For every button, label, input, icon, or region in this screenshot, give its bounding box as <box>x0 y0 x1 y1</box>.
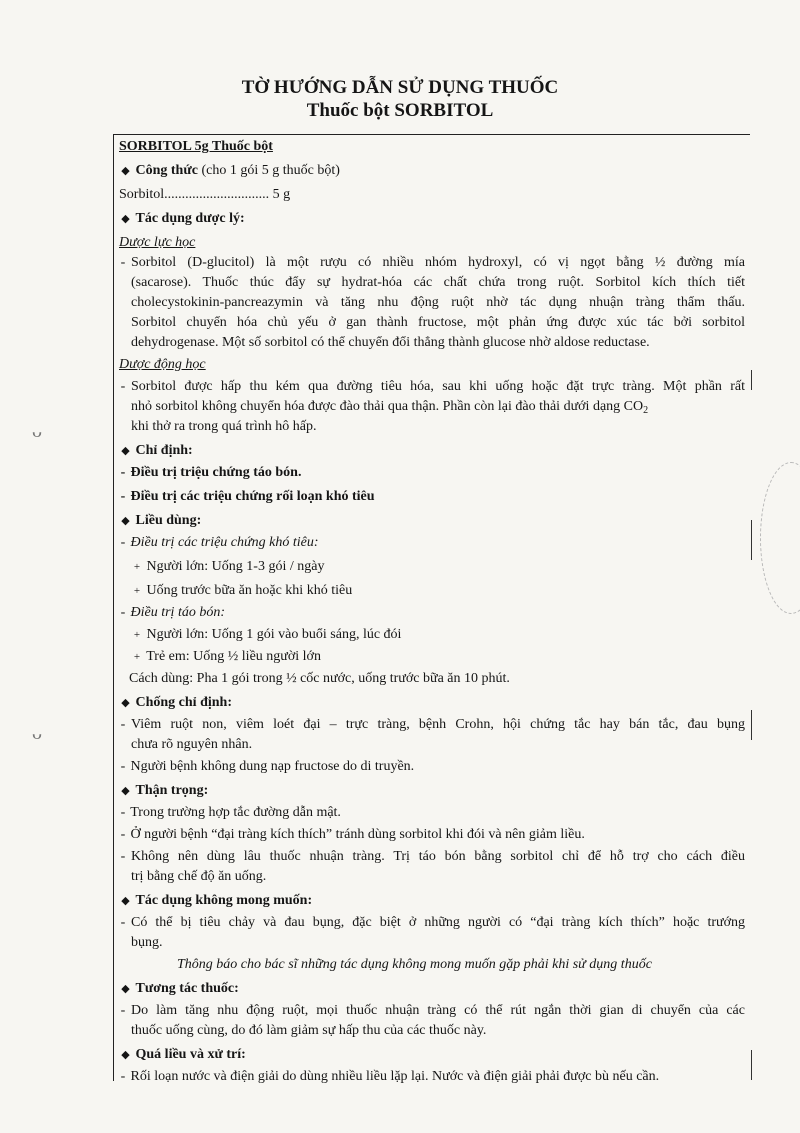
kmm-item-1-l1: Có thể bị tiêu chảy và đau bụng, đặc biệt ở những người có “đại tràng kích thích” hoặc trướng <box>131 915 745 930</box>
tac-dung-row <box>119 209 245 229</box>
ddh-line-3: khi thở ra trong quá trình hô hấp. <box>131 419 317 434</box>
dlh-line-5: dehydrogenase. Một số sorbitol có thể chuyển đổi thẳng thành glucose nhờ aldose reductase. <box>131 335 650 350</box>
diamond-bullet-icon: ◆ <box>121 165 130 177</box>
lieu-dung-row: ◆ Liều dùng: <box>119 511 201 531</box>
lieu-dung-g1-item-2: + Uống trước bữa ăn hoặc khi khó tiêu <box>131 581 352 601</box>
stamp-fragment <box>760 462 800 614</box>
lieu-dung-g2-item-1: + Người lớn: Uống 1 gói vào buổi sáng, lúc đói <box>131 625 401 645</box>
tt-item-2: - Ở người bệnh “đại tràng kích thích” tránh dùng sorbitol khi đói và nên giảm liều. <box>120 827 585 842</box>
chi-dinh-row: ◆ Chỉ định: <box>119 441 193 461</box>
cach-dung: Cách dùng: Pha 1 gói trong ½ cốc nước, uống trước bữa ăn 10 phút. <box>129 671 510 686</box>
chi-dinh-item-1: - Điều trị triệu chứng táo bón. <box>120 465 302 480</box>
margin-mark: ᴗ <box>32 420 42 442</box>
title-line-2: Thuốc bột SORBITOL <box>306 100 494 121</box>
diamond-bullet-icon: ◆ <box>121 697 130 709</box>
dlh-line-3: cholecystokinin-pancreazymin và tăng nhu động ruột nhờ tác dụng nhuận tràng thẩm thấu. <box>131 295 745 310</box>
plus-bullet-icon: + <box>133 561 141 573</box>
plus-bullet-icon: + <box>133 585 141 597</box>
margin-mark: ᴗ <box>32 722 42 744</box>
ccd-item-1-l2: chưa rõ nguyên nhân. <box>131 737 253 752</box>
ql-item-1: - Rối loạn nước và điện giải do dùng nhiều liều lặp lại. Nước và điện giải phải được bù nếu cần. <box>120 1069 660 1084</box>
diamond-bullet-icon: ◆ <box>121 213 130 225</box>
cong-thuc-row <box>119 161 340 181</box>
tac-dung-label: Tác dụng dược lý: <box>135 211 245 226</box>
ddh-line-2: nhỏ sorbitol không chuyển hóa được đào thải qua thận. Phần còn lại đào thải dưới dạng $CO_2$ <box>131 399 649 416</box>
product-heading: SORBITOL 5g Thuốc bột <box>119 139 273 154</box>
tt-item-1: - Trong trường hợp tắc đường dẫn mật. <box>120 805 341 820</box>
lieu-dung-g1-item-1: + Người lớn: Uống 1-3 gói / ngày <box>131 557 324 577</box>
dlh-line-4: Sorbitol chuyển hóa chủ yếu ở gan thành fructose, một phản ứng được xúc tác bởi sorbitol <box>131 315 745 330</box>
plus-bullet-icon: + <box>133 629 141 641</box>
tt-thuoc-l1: Do làm tăng nhu động ruột, mọi thuốc nhuận tràng có thể rút ngắn thời gian di chuyển của các <box>131 1003 745 1018</box>
tt-thuoc-l2: thuốc uống cùng, do đó làm giảm sự hấp thu của các thuốc này. <box>131 1023 487 1038</box>
than-trong-row: ◆ Thận trọng: <box>119 781 208 801</box>
tuong-tac-row: ◆ Tương tác thuốc: <box>119 979 239 999</box>
diamond-bullet-icon: ◆ <box>121 445 130 457</box>
page-title <box>0 76 800 122</box>
diamond-bullet-icon: ◆ <box>121 785 130 797</box>
diamond-bullet-icon: ◆ <box>121 1049 130 1061</box>
lieu-dung-group-2: - Điều trị táo bón: <box>120 605 225 620</box>
kmm-item-1-l2: bụng. <box>131 935 163 950</box>
khong-mong-muon-row: ◆ Tác dụng không mong muốn: <box>119 891 312 911</box>
dlh-line-2: (sacarose). Thuốc thúc đẩy sự hydrat-hóa các chất chứa trong ruột. Sorbitol kích thích tiết <box>131 275 745 290</box>
diamond-bullet-icon: ◆ <box>121 515 130 527</box>
content-box: SORBITOL 5g Thuốc bột ◆ Công thức (cho 1 gói 5 g thuốc bột) Sorbitol.............................. 5 g ◆ Tác dụng dược lý: Dược lực học - Sorbitol (D-glucitol) là một rượu có nhiều nhóm hydroxyl, có vị ngọt bằng ½ đường mía (sacarose). Thuốc thúc đẩy sự hydrat-hóa các chất chứa trong ruột. Sorbitol kích thích tiết cholecystokinin-pancreazymin và tăng nhu động ruột nhờ tác dụng nhuận tràng thẩm thấu. Sorbitol chuyển hóa chủ yếu ở gan thành fructose, một phản ứng được xúc tác bởi sorbitol dehydrogenase. Một số sorbitol có thể chuyển đổi thẳng thành glucose nhờ aldose reductase. Dược động học - Sorbitol được hấp thu kém qua đường tiêu hóa, sau khi uống hoặc đặt trực tràng. Một phần rất nhỏ sorbitol không chuyển hóa được đào thải qua thận. Phần còn lại đào thải dưới dạng $CO_2$ khi thở ra trong quá trình hô hấp. ◆ Chỉ định: - Điều trị triệu chứng táo bón. - Điều trị các triệu chứng rối loạn khó tiêu ◆ Liều dùng: - Điều trị các triệu chứng khó tiêu: + Người lớn: Uống 1-3 gói / ngày + Uống trước bữa ăn hoặc khi khó tiêu - Điều trị táo bón: + Người lớn: Uống 1 gói vào buổi sáng, lúc đói + Trẻ em: Uống ½ liều người lớn Cách dùng: Pha 1 gói trong ½ cốc nước, uống trước bữa ăn 10 phút. ◆ Chống chỉ định: - Viêm ruột non, viêm loét đại – trực tràng, bệnh Crohn, hội chứng tắc hay bán tắc, đau bụng chưa rõ nguyên nhân. - Người bệnh không dung nạp fructose do di truyền. ◆ Thận trọng: - Trong trường hợp tắc đường dẫn mật. - Ở người bệnh “đại tràng kích thích” tránh dùng sorbitol khi đói và nên giảm liều. - Không nên dùng lâu thuốc nhuận tràng. Trị táo bón bằng sorbitol chỉ để hỗ trợ cho cách điều trị bằng chế độ ăn uống. ◆ Tác dụng không mong muốn: - Có thể bị tiêu chảy và đau bụng, đặc biệt ở những người có “đại tràng kích thích” hoặc trướng bụng. Thông báo cho bác sĩ những tác dụng không mong muốn gặp phải khi sử dụng thuốc ◆ Tương tác thuốc: - Do làm tăng nhu động ruột, mọi thuốc nhuận tràng có thể rút ngắn thời gian di chuyển của các thuốc uống cùng, do đó làm giảm sự hấp thu của các thuốc này. ◆ Quá liều và xử trí: - Rối loạn nước và điện giải do dùng nhiều liều lặp lại. Nước và điện giải phải được bù nếu cần. <box>113 134 750 1081</box>
tt-item-3-l1: Không nên dùng lâu thuốc nhuận tràng. Trị táo bón bằng sorbitol chỉ để hỗ trợ cho cách điều <box>131 849 745 864</box>
ccd-item-2: - Người bệnh không dung nạp fructose do di truyền. <box>120 759 415 774</box>
dlh-line-1: Sorbitol (D-glucitol) là một rượu có nhiều nhóm hydroxyl, có vị ngọt bằng ½ đường mía <box>131 255 745 270</box>
duoc-dong-hoc-heading: Dược động học <box>119 357 206 372</box>
duoc-luc-hoc-heading: Dược lực học <box>119 235 196 250</box>
chong-chi-dinh-row: ◆ Chống chỉ định: <box>119 693 232 713</box>
ccd-item-1-l1: Viêm ruột non, viêm loét đại – trực tràng, bệnh Crohn, hội chứng tắc hay bán tắc, đau bụng <box>131 717 745 732</box>
tt-item-3-l2: trị bằng chế độ ăn uống. <box>131 869 267 884</box>
lieu-dung-g2-item-2: + Trẻ em: Uống ½ liều người lớn <box>131 647 321 667</box>
ddh-line-1: Sorbitol được hấp thu kém qua đường tiêu hóa, sau khi uống hoặc đặt trực tràng. Một phần rất <box>131 379 745 394</box>
kmm-notice: Thông báo cho bác sĩ những tác dụng không mong muốn gặp phải khi sử dụng thuốc <box>177 957 652 972</box>
diamond-bullet-icon: ◆ <box>121 983 130 995</box>
qua-lieu-row: ◆ Quá liều và xử trí: <box>119 1045 246 1065</box>
cong-thuc-note: (cho 1 gói 5 g thuốc bột) <box>197 163 340 178</box>
title-line-1: TỜ HƯỚNG DẪN SỬ DỤNG THUỐC <box>241 77 559 98</box>
lieu-dung-group-1: - Điều trị các triệu chứng khó tiêu: <box>120 535 319 550</box>
cong-thuc-label: Công thức <box>135 163 198 178</box>
diamond-bullet-icon: ◆ <box>121 895 130 907</box>
ingredient-row: Sorbitol.............................. 5 g <box>119 187 291 202</box>
plus-bullet-icon: + <box>133 651 141 663</box>
chi-dinh-item-2: - Điều trị các triệu chứng rối loạn khó tiêu <box>120 489 375 504</box>
